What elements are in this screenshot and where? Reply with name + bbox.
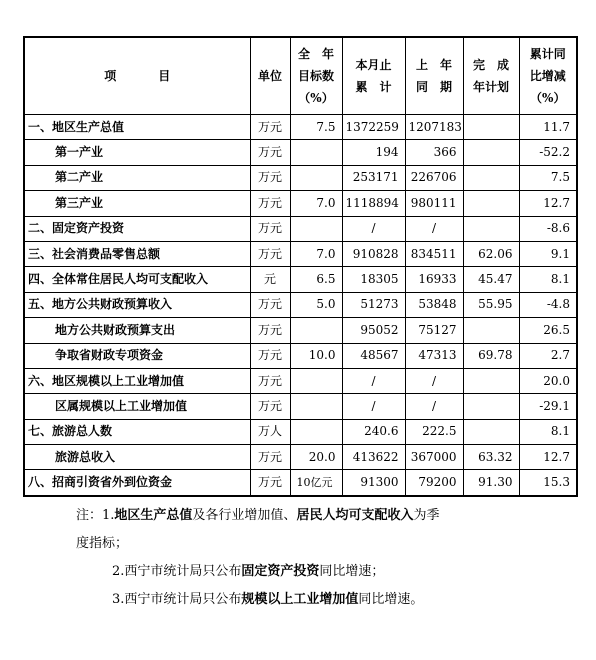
header-cumulative-line1: 本月止: [355, 58, 392, 72]
row-target: 7.0: [290, 191, 342, 216]
row-item-label: 一、地区生产总值: [24, 115, 250, 140]
row-unit: 万元: [250, 445, 290, 470]
note-1: [76, 502, 546, 530]
row-cumulative: 910828: [342, 241, 405, 266]
note-1-text-2: 为季: [413, 508, 440, 523]
row-item-label: 旅游总收入: [24, 445, 250, 470]
row-item-label: 七、旅游总人数: [24, 419, 250, 444]
row-last-year: 75127: [405, 318, 463, 343]
statistics-table: [23, 36, 578, 497]
row-plan: [463, 140, 519, 165]
row-last-year: 226706: [405, 165, 463, 190]
row-item-label: 地方公共财政预算支出: [24, 318, 250, 343]
row-unit: 万元: [250, 470, 290, 496]
table-row: [24, 318, 577, 343]
note-3: [76, 586, 546, 614]
note-1-bold-1: 地区生产总值: [114, 508, 193, 523]
row-item-label: 争取省财政专项资金: [24, 343, 250, 368]
row-last-year: 834511: [405, 241, 463, 266]
row-target: 10.0: [290, 343, 342, 368]
row-item-label: 第二产业: [24, 165, 250, 190]
row-unit: 万元: [250, 115, 290, 140]
table-row: [24, 343, 577, 368]
row-growth: 15.3: [519, 470, 577, 496]
row-target: 7.5: [290, 115, 342, 140]
row-cumulative: /: [342, 368, 405, 393]
row-target: [290, 140, 342, 165]
note-3-bold: 规模以上工业增加值: [241, 592, 359, 607]
row-last-year: 980111: [405, 191, 463, 216]
row-unit: 万元: [250, 292, 290, 317]
row-plan: 45.47: [463, 267, 519, 292]
note-2-bold: 固定资产投资: [241, 564, 320, 579]
header-growth-line1: 累计同: [529, 47, 566, 61]
row-last-year: 366: [405, 140, 463, 165]
row-target: [290, 165, 342, 190]
row-plan: 62.06: [463, 241, 519, 266]
row-target: 7.0: [290, 241, 342, 266]
table-row: [24, 216, 577, 241]
header-item-b: 目: [158, 69, 171, 83]
row-plan: [463, 419, 519, 444]
row-last-year: 53848: [405, 292, 463, 317]
header-growth: [519, 37, 577, 115]
note-2-prefix: 2.西宁市统计局只公布: [112, 564, 242, 579]
row-unit: 万元: [250, 191, 290, 216]
row-last-year: 222.5: [405, 419, 463, 444]
header-growth-line3: （%）: [530, 91, 566, 105]
row-last-year: /: [405, 368, 463, 393]
row-cumulative: 1372259: [342, 115, 405, 140]
row-growth: 8.1: [519, 419, 577, 444]
note-2: [76, 558, 546, 586]
table-row: [24, 419, 577, 444]
note-2-suffix: 同比增速；: [319, 564, 385, 579]
row-item-label: 八、招商引资省外到位资金: [24, 470, 250, 496]
note-1-continued: [76, 530, 546, 558]
table-header-row: [24, 37, 577, 115]
row-last-year: 367000: [405, 445, 463, 470]
row-growth: 2.7: [519, 343, 577, 368]
row-plan: [463, 115, 519, 140]
row-cumulative: 1118894: [342, 191, 405, 216]
row-growth: 9.1: [519, 241, 577, 266]
header-cumulative: [342, 37, 405, 115]
row-cumulative: 194: [342, 140, 405, 165]
row-growth: 11.7: [519, 115, 577, 140]
row-cumulative: 51273: [342, 292, 405, 317]
row-growth: 8.1: [519, 267, 577, 292]
header-last-year-line1: 上 年: [415, 58, 452, 72]
row-unit: 元: [250, 267, 290, 292]
row-last-year: 47313: [405, 343, 463, 368]
row-plan: [463, 394, 519, 419]
row-unit: 万元: [250, 368, 290, 393]
row-target: 6.5: [290, 267, 342, 292]
row-last-year: 1207183: [405, 115, 463, 140]
note-3-prefix: 3.西宁市统计局只公布: [112, 592, 242, 607]
row-item-label: 六、地区规模以上工业增加值: [24, 368, 250, 393]
header-target-line1: 全 年: [297, 47, 334, 61]
row-plan: 55.95: [463, 292, 519, 317]
table-row: [24, 241, 577, 266]
header-plan: [463, 37, 519, 115]
row-growth: 12.7: [519, 191, 577, 216]
row-unit: 万元: [250, 216, 290, 241]
row-unit: 万元: [250, 394, 290, 419]
header-cumulative-line2: 累 计: [355, 80, 392, 94]
statistics-table-container: [23, 36, 576, 497]
header-last-year: [405, 37, 463, 115]
row-unit: 万元: [250, 318, 290, 343]
note-3-suffix: 同比增速。: [358, 592, 424, 607]
row-growth: 26.5: [519, 318, 577, 343]
table-row: [24, 191, 577, 216]
table-row: [24, 115, 577, 140]
row-cumulative: 253171: [342, 165, 405, 190]
note-1-bold-2: 居民人均可支配收入: [296, 508, 414, 523]
note-1-text-1: 及各行业增加值、: [192, 508, 297, 523]
row-target: [290, 318, 342, 343]
row-target: 20.0: [290, 445, 342, 470]
row-growth: 7.5: [519, 165, 577, 190]
row-last-year: /: [405, 216, 463, 241]
row-cumulative: 240.6: [342, 419, 405, 444]
row-unit: 万元: [250, 343, 290, 368]
header-plan-line2: 年计划: [472, 80, 509, 94]
row-plan: 63.32: [463, 445, 519, 470]
table-row: [24, 394, 577, 419]
row-item-label: 四、全体常住居民人均可支配收入: [24, 267, 250, 292]
row-growth: -52.2: [519, 140, 577, 165]
row-target: 10亿元: [290, 470, 342, 496]
header-item-a: 项: [104, 69, 117, 83]
row-cumulative: 18305: [342, 267, 405, 292]
row-growth: 12.7: [519, 445, 577, 470]
row-target: [290, 419, 342, 444]
table-row: [24, 267, 577, 292]
row-last-year: 16933: [405, 267, 463, 292]
note-1-prefix: 注：1.: [76, 508, 115, 523]
table-row: [24, 368, 577, 393]
row-item-label: 区属规模以上工业增加值: [24, 394, 250, 419]
row-plan: [463, 368, 519, 393]
header-plan-line1: 完 成: [472, 58, 509, 72]
row-plan: [463, 318, 519, 343]
row-cumulative: 95052: [342, 318, 405, 343]
row-item-label: 第三产业: [24, 191, 250, 216]
row-cumulative: 413622: [342, 445, 405, 470]
row-unit: 万人: [250, 419, 290, 444]
row-item-label: 二、固定资产投资: [24, 216, 250, 241]
header-unit: 单位: [250, 37, 290, 115]
table-row: [24, 165, 577, 190]
row-plan: [463, 216, 519, 241]
header-last-year-line2: 同 期: [415, 80, 452, 94]
row-plan: 91.30: [463, 470, 519, 496]
row-plan: [463, 191, 519, 216]
row-cumulative: 48567: [342, 343, 405, 368]
row-item-label: 五、地方公共财政预算收入: [24, 292, 250, 317]
row-last-year: 79200: [405, 470, 463, 496]
row-unit: 万元: [250, 140, 290, 165]
table-row: [24, 445, 577, 470]
row-cumulative: /: [342, 394, 405, 419]
row-growth: 20.0: [519, 368, 577, 393]
header-target: [290, 37, 342, 115]
row-growth: -4.8: [519, 292, 577, 317]
header-target-line2: 目标数: [297, 69, 334, 83]
row-target: [290, 368, 342, 393]
notes: [76, 502, 546, 614]
row-plan: [463, 165, 519, 190]
row-item-label: 第一产业: [24, 140, 250, 165]
row-last-year: /: [405, 394, 463, 419]
table-row: [24, 140, 577, 165]
table-row: [24, 292, 577, 317]
header-target-line3: （%）: [298, 91, 334, 105]
row-cumulative: /: [342, 216, 405, 241]
row-target: [290, 216, 342, 241]
header-item: [24, 37, 250, 115]
row-target: 5.0: [290, 292, 342, 317]
row-unit: 万元: [250, 241, 290, 266]
row-item-label: 三、社会消费品零售总额: [24, 241, 250, 266]
row-unit: 万元: [250, 165, 290, 190]
note-1-line2: 度指标；: [76, 536, 129, 551]
row-target: [290, 394, 342, 419]
table-row: [24, 470, 577, 496]
header-growth-line2: 比增减: [529, 69, 566, 83]
row-growth: -29.1: [519, 394, 577, 419]
row-cumulative: 91300: [342, 470, 405, 496]
row-growth: -8.6: [519, 216, 577, 241]
row-plan: 69.78: [463, 343, 519, 368]
